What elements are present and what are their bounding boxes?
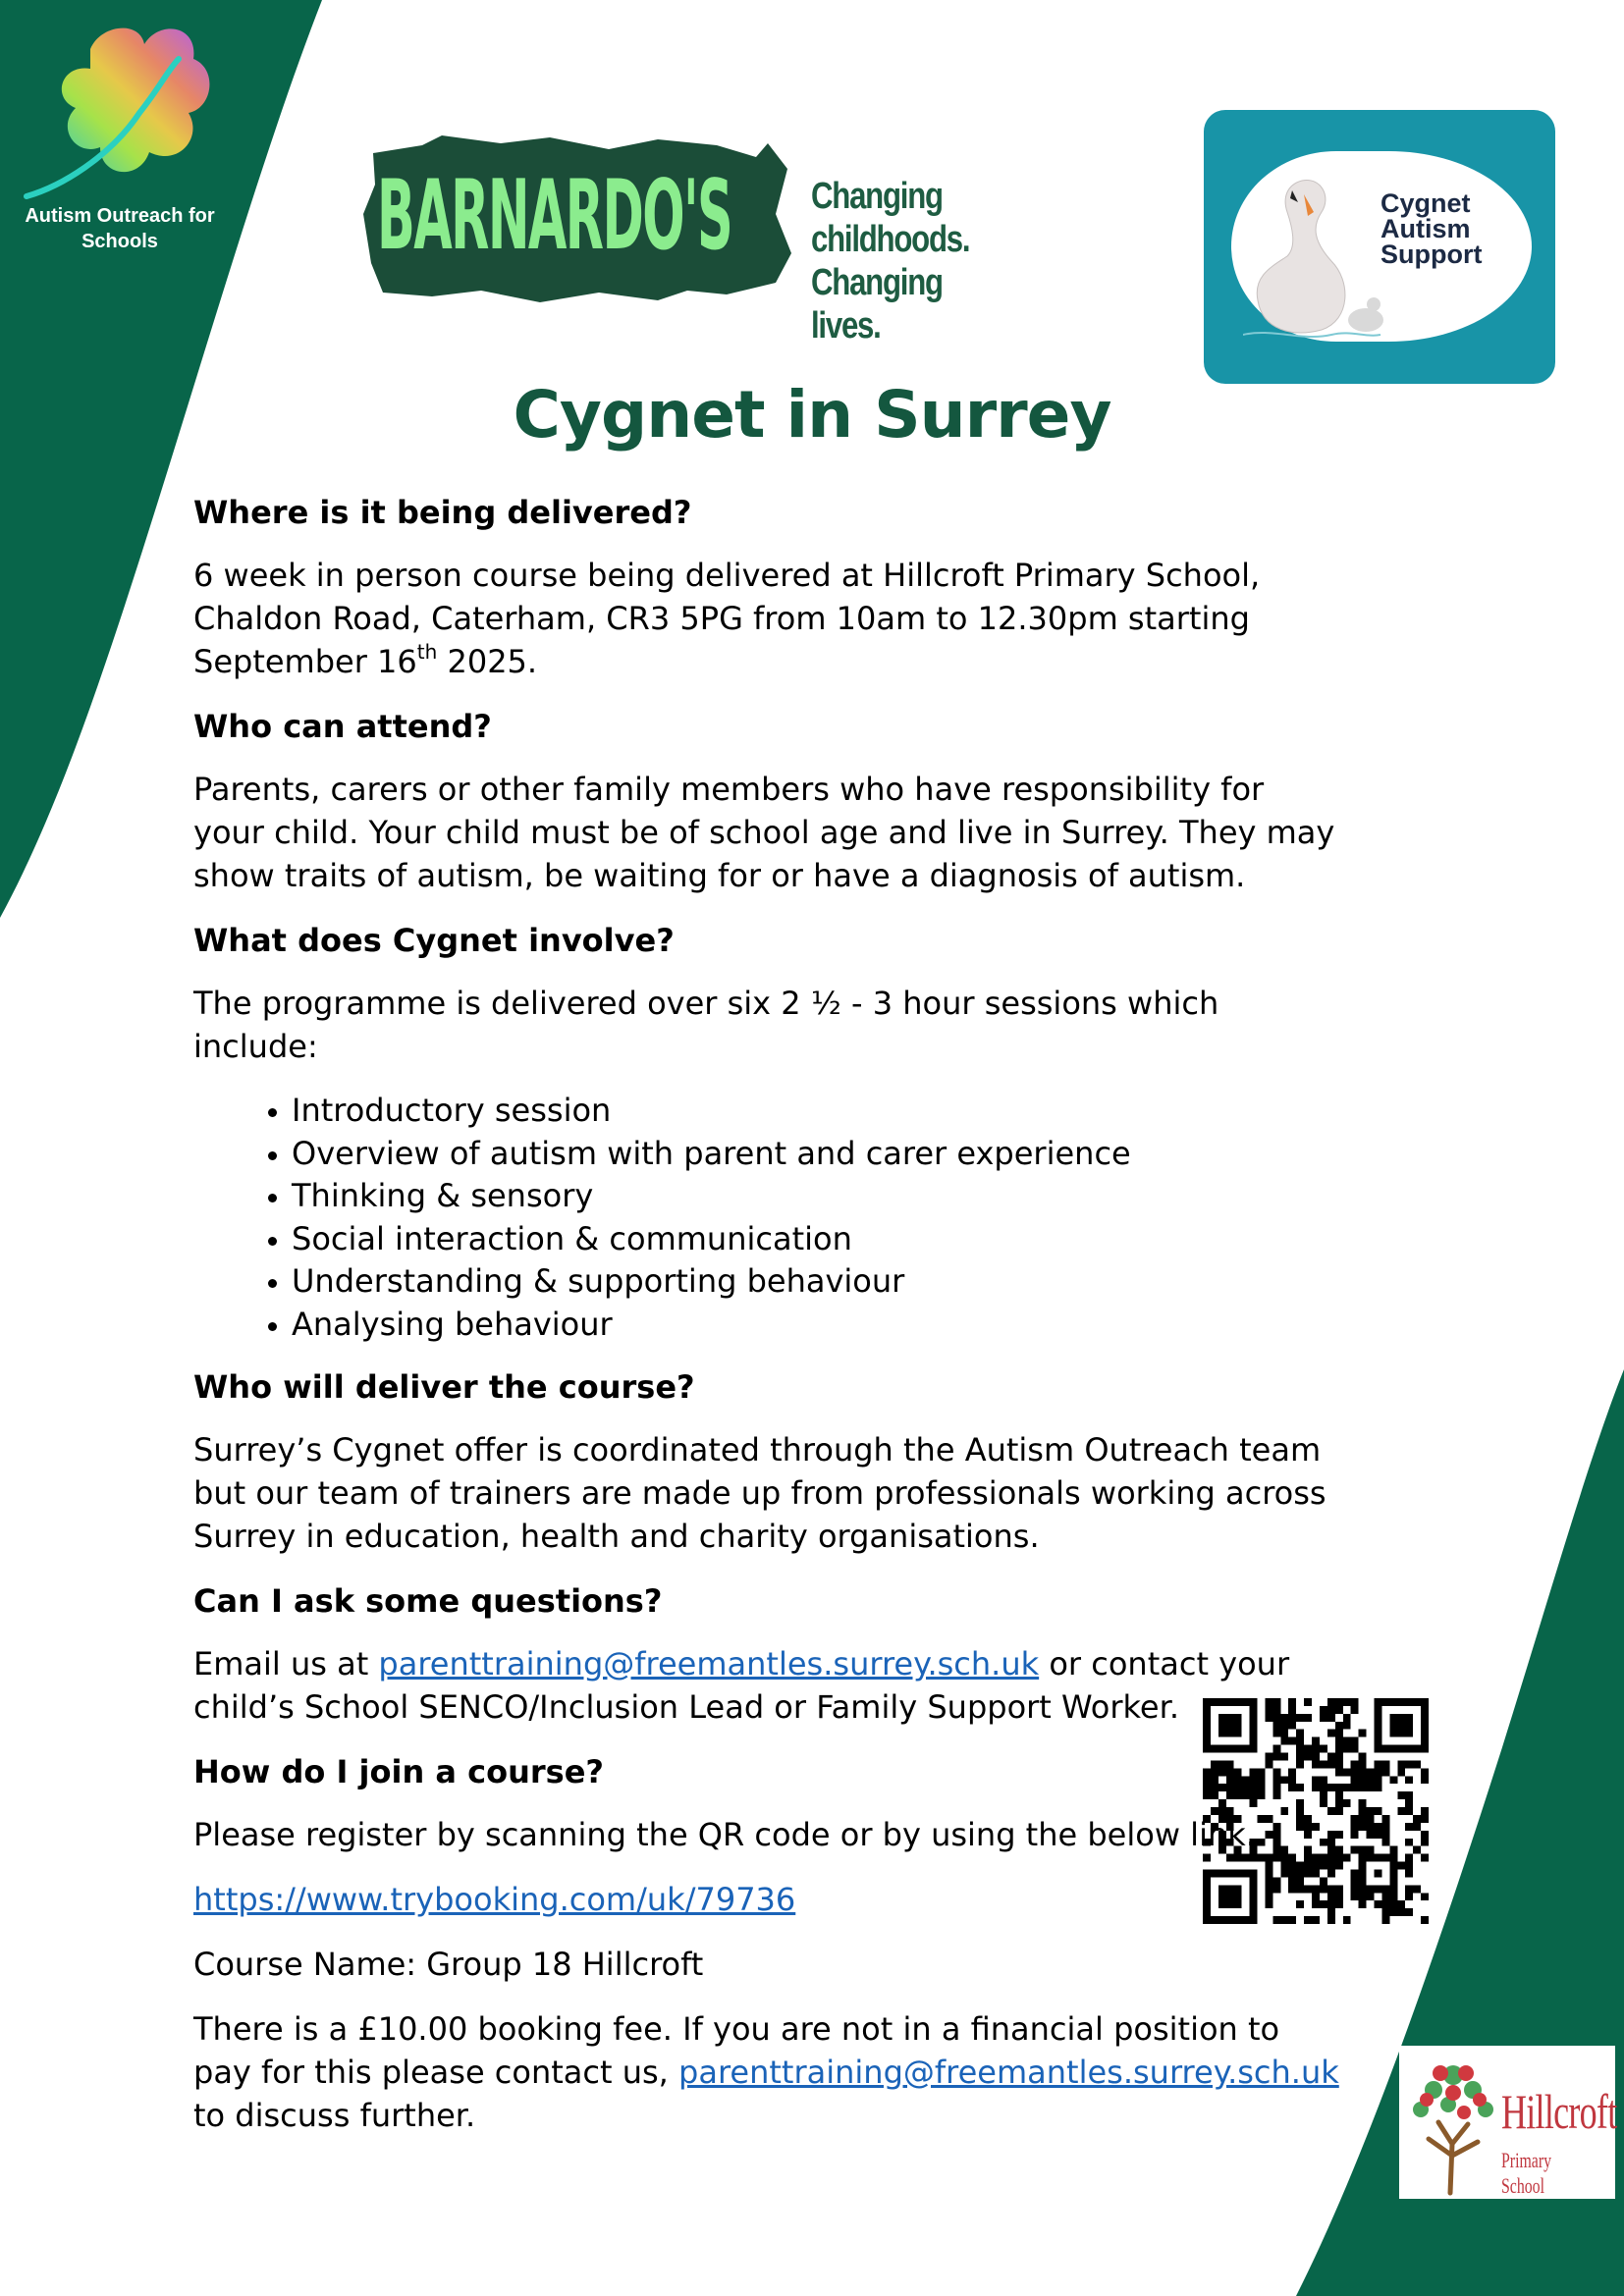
deliver-text: Surrey’s Cygnet offer is coordinated through the Autism Outreach team but our team of trainers are made up from professionals working across Surrey in education, health and charity organisations. [193, 1431, 1326, 1555]
cygnet-autism-support-logo [1204, 110, 1555, 384]
what-intro: The programme is delivered over six 2 ½ - 3 hour sessions which include: [193, 985, 1219, 1065]
qr-alignment-pattern [1359, 1854, 1398, 1894]
list-item: • Social interaction & communication [292, 1218, 1342, 1261]
main-content [193, 491, 1342, 2159]
what-heading: What does Cygnet involve? [193, 922, 675, 959]
booking-link-para [193, 1878, 1342, 1921]
fee-email-link[interactable]: parenttraining@freemantles.surrey.sch.uk [678, 2054, 1339, 2091]
qr-finder-top-right [1374, 1698, 1429, 1753]
hillcroft-name: Hillcroft [1501, 2084, 1617, 2139]
who-heading: Who can attend? [193, 708, 492, 745]
fee-suffix: to discuss further. [193, 2097, 476, 2134]
where-text-year: 2025. [437, 643, 538, 680]
rainbow-leaf-icon [22, 10, 218, 201]
qr-code[interactable] [1203, 1698, 1429, 1924]
barnardos-logo [363, 135, 1041, 347]
qr-finder-bottom-left [1203, 1869, 1258, 1924]
who-text: Parents, carers or other family members who have responsibility for your child. Your child must be of school age and live in Surrey. They may show traits of autism, be waiting for or have a diagnosis of autism. [193, 771, 1335, 894]
list-item: • Thinking & sensory [292, 1175, 1342, 1218]
list-item: • Analysing behaviour [292, 1304, 1342, 1347]
fee-text [193, 2007, 1342, 2137]
tagline-line2: Changing lives. [811, 262, 943, 347]
cygnet-line3: Support [1380, 240, 1483, 269]
hillcroft-logo [1399, 2046, 1615, 2199]
cygnet-logo-text [1380, 190, 1482, 267]
email-link[interactable]: parenttraining@freemantles.surrey.sch.uk [378, 1645, 1040, 1682]
hillcroft-subtitle: Primary School [1501, 2148, 1552, 2198]
join-text: Please register by scanning the QR code or by using the below link. [193, 1816, 1256, 1853]
qr-finder-top-left [1203, 1698, 1258, 1753]
sessions-list [193, 1090, 1342, 1346]
where-text [193, 554, 1342, 683]
questions-prefix: Email us at [193, 1645, 379, 1682]
barnardos-wordmark: BARNARDO'S [377, 160, 732, 272]
barnardos-tagline [811, 175, 1000, 347]
autism-outreach-text: Autism Outreach for Schools [25, 205, 215, 252]
where-text-main: 6 week in person course being delivered at Hillcroft Primary School, Chaldon Road, Caterham, CR3 5PG from 10am to 12.30pm starting September 16 [193, 557, 1261, 680]
swan-icon [1243, 173, 1390, 359]
list-item: • Overview of autism with parent and carer experience [292, 1133, 1342, 1176]
questions-heading: Can I ask some questions? [193, 1582, 663, 1620]
list-item: • Understanding & supporting behaviour [292, 1260, 1342, 1304]
where-text-sup: th [416, 640, 438, 664]
cygnet-line2: Autism [1380, 214, 1471, 243]
tagline-line1: Changing childhoods. [811, 176, 970, 260]
booking-link[interactable]: https://www.trybooking.com/uk/79736 [193, 1881, 796, 1918]
list-item: • Introductory session [292, 1090, 1342, 1133]
deliver-heading: Who will deliver the course? [193, 1368, 695, 1406]
page-title-text: Cygnet in Surrey [513, 377, 1111, 453]
questions-suffix: or contact your child’s School SENCO/Inclusion Lead or Family Support Worker. [193, 1645, 1290, 1726]
where-heading: Where is it being delivered? [193, 494, 692, 531]
course-name: Course Name: Group 18 Hillcroft [193, 1946, 704, 1983]
questions-text [193, 1642, 1342, 1729]
fee-prefix: There is a £10.00 booking fee. If you are not in a financial position to pay for this please contact us, [193, 2010, 1280, 2091]
join-heading: How do I join a course? [193, 1753, 604, 1790]
cygnet-line1: Cygnet [1380, 188, 1471, 218]
page-title [0, 377, 1624, 453]
autism-outreach-logo [22, 10, 218, 255]
tree-icon [1399, 2046, 1507, 2199]
